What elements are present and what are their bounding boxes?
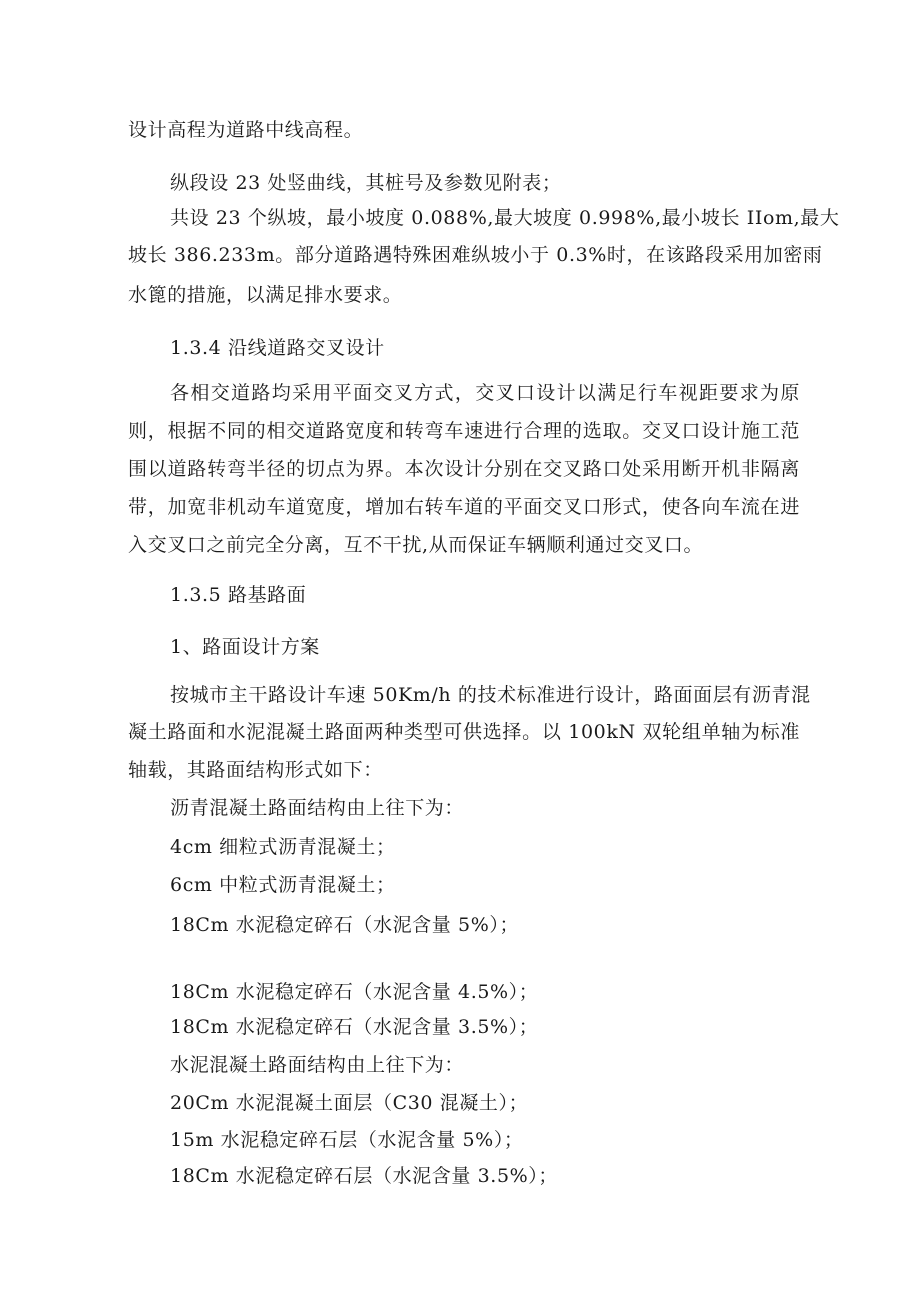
list-item: 18Cm 水泥稳定碎石（水泥含量 5%）； [170,914,520,936]
list-item: 6cm 中粒式沥青混凝土； [170,874,396,896]
list-heading: 水泥混凝土路面结构由上往下为： [170,1054,465,1076]
paragraph-line: 围以道路转弯半径的切点为界。本次设计分别在交叉路口处采用断开机非隔离 [128,458,800,480]
list-item: 18Cm 水泥稳定碎石（水泥含量 4.5%）； [170,981,539,1003]
paragraph-line: 设计高程为道路中线高程。 [128,119,364,141]
paragraph-line: 坡长 386.233m。部分道路遇特殊困难纵坡小于 0.3%时，在该路段采用加密雨 [128,244,823,266]
paragraph-line: 各相交道路均采用平面交叉方式，交叉口设计以满足行车视距要求为原 [170,382,800,404]
list-item: 20Cm 水泥混凝土面层（C30 混凝土）； [170,1092,529,1114]
list-item: 4cm 细粒式沥青混凝土； [170,836,396,858]
paragraph-line: 入交叉口之前完全分离，互不干扰,从而保证车辆顺利通过交叉口。 [128,534,704,556]
paragraph-line: 轴载，其路面结构形式如下： [128,759,383,781]
paragraph-line: 共设 23 个纵坡，最小坡度 0.088%,最大坡度 0.998%,最小坡长 IIom,最大 [170,207,840,229]
subsection-heading: 1、路面设计方案 [170,636,320,658]
section-heading: 1.3.5 路基路面 [170,584,307,606]
list-item: 18Cm 水泥稳定碎石层（水泥含量 3.5%）； [170,1165,558,1187]
list-item: 18Cm 水泥稳定碎石（水泥含量 3.5%）； [170,1016,539,1038]
paragraph-line: 带，加宽非机动车道宽度，增加右转车道的平面交叉口形式，使各向车流在进 [128,496,800,518]
paragraph-line: 水篦的措施，以满足排水要求。 [128,284,403,306]
section-heading: 1.3.4 沿线道路交叉设计 [170,337,385,359]
list-heading: 沥青混凝土路面结构由上往下为： [170,797,465,819]
paragraph-line: 则，根据不同的相交道路宽度和转弯车速进行合理的选取。交叉口设计施工范 [128,420,800,442]
paragraph-line: 纵段设 23 处竖曲线，其桩号及参数见附表； [170,172,562,194]
paragraph-line: 按城市主干路设计车速 50Km/h 的技术标准进行设计，路面面层有沥青混 [170,684,811,706]
list-item: 15m 水泥稳定碎石层（水泥含量 5%）； [170,1129,524,1151]
paragraph-line: 凝土路面和水泥混凝土路面两种类型可供选择。以 100kN 双轮组单轴为标准 [128,721,800,743]
